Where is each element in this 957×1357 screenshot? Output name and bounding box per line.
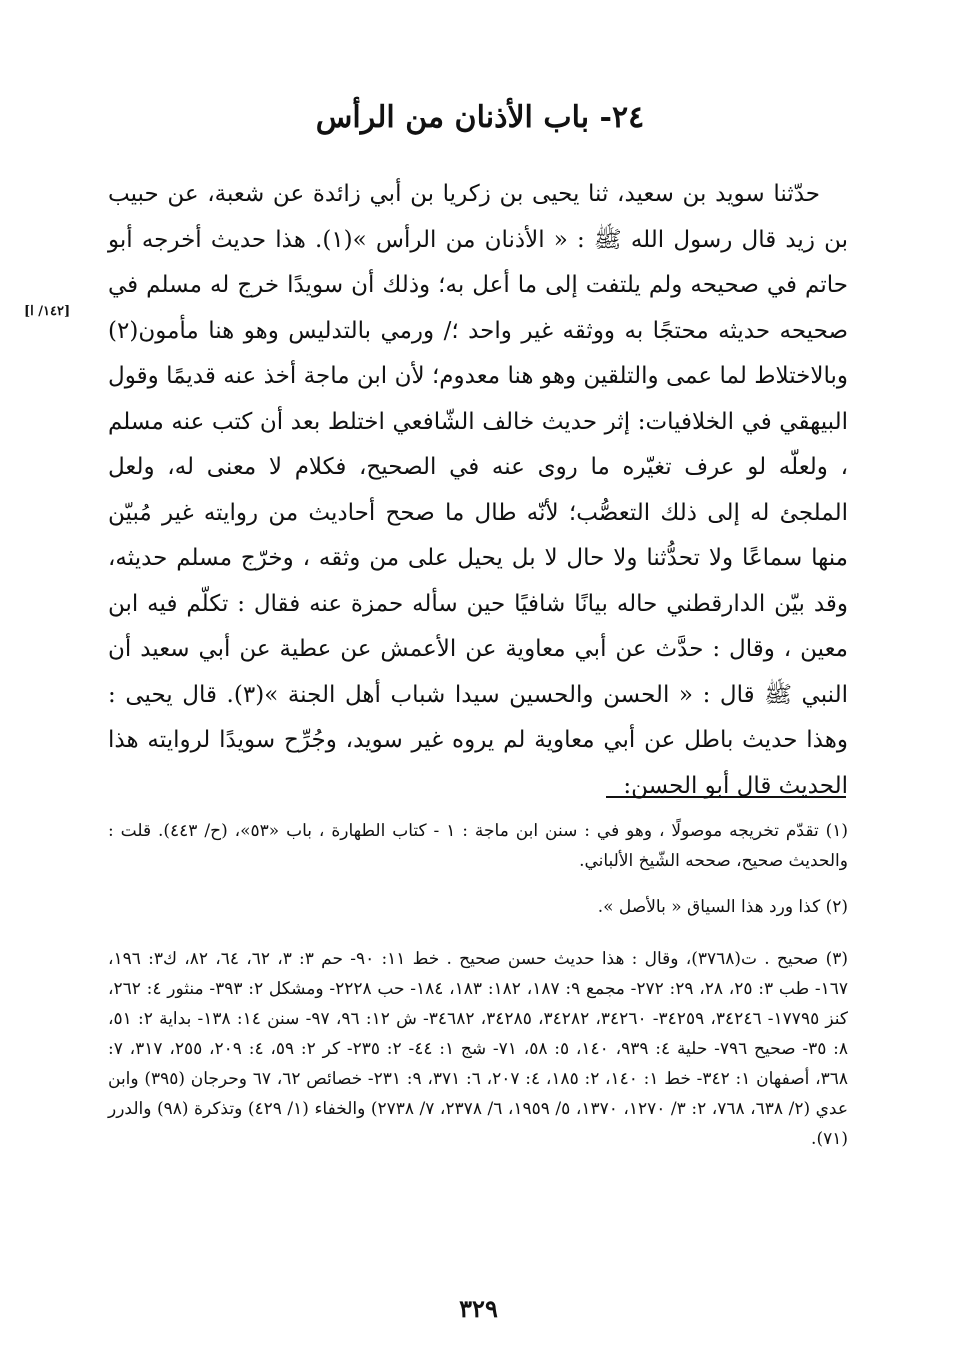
footnote-separator [606, 796, 846, 798]
footnote-2: (٢) كذا ورد هذا السياق « بالأصل ». [597, 897, 848, 917]
chapter-title: ٢٤- باب الأذنان من الرأس [315, 100, 645, 135]
manuscript-folio-reference: [١٤٢/ ا] [24, 304, 71, 319]
footnote-1: (١) تقدّم تخريجه موصولًا ، وهو في : سنن ابن ماجة : ١ - كتاب الطهارة ، باب «٥٣»، (ح/ ٤٤٣). قلت : والحديث صحيح، صححه الشّيخ الألباني. [108, 821, 849, 871]
footnote-3: (٣) صحيح . ت(٣٧٦٨)، وقال : هذا حديث حسن صحيح . خط ١١: ٩٠- حم ٣: ٣، ٦٢، ٦٤، ٨٢، ك٣: ١٩٦، ١٦٧- طب ٣: ٢٥، ٢٨، ٢٩: ٢٧٢- مجمع ٩: ١٨٧، ١٨٢: ١٨٣، ١٨٤- حب ٢٢٢٨- ومشكل ٢: ٣٩٣- منثور ٤: ٢٦٢، كنز ١٧٧٩٥- ٣٤٢٤٦، ٣٤٢٥٩- ٣٤٢٦٠، ٣٤٢٨٢، ٣٤٢٨٥، ٣٤٦٨٢- ش ١٢: ٩٦، ٩٧- سنن ١٤: ١٣٨- بداية ٢: ٥١، ٨: ٣٥- صحيح ٧٩٦- حلية ٤: ٩٣٩، ١٤٠، ٥: ٥٨، ٧١- شج ١: ٤٤- ٢: ٢٣٥- كر ٢: ٥٩، ٤: ٢٠٩، ٢٥٥، ٣١٧، ٧: ٣٦٨، أصفهان ١: ٣٤٢- خط ١: ١٤٠، ٢: ١٨٥، ٤: ٢٠٧، ٦: ٣٧١، ٩: ٢٣١- خصائص ٦٢، ٦٧ وحرجان (٣٩٥) وابن عدي (٢/ ٦٣٨، ٧٦٨، ٢: ٣/ ١٢٧٠، ١٣٧٠، ٥/ ١٩٥٩، ٦/ ٢٣٧٨، ٧/ ٢٧٣٨) والخفاء (١/ ٤٢٩) وتذكرة (٩٨) والدرر (٧١). [108, 949, 849, 1149]
footnotes-section [108, 816, 848, 1154]
page-number: ٣٢٩ [459, 1294, 498, 1323]
main-text [108, 172, 848, 809]
main-paragraph: حدّثنا سويد بن سعيد، ثنا يحيى بن زكريا بن أبي زائدة عن شعبة، عن حبيب بن زيد قال رسول الله ﷺ : « الأذنان من الرأس »(١). هذا حديث أخرجه أبو حاتم في صحيحه ولم يلتفت إلى ما أعل به؛ وذلك أن سويدًا خرج له مسلم في صحيحه حديثه محتجًا به ووثقه غير واحد ؛/ ورمي بالتدليس وهو هنا مأمون(٢) وبالاختلاط لما عمى والتلقين وهو هنا معدوم؛ لأن ابن ماجة أخذ عنه قديمًا وقول البيهقي في الخلافيات: إثر حديث خالف الشّافعي اختلط بعد أن كتب عنه مسلم ، ولعلّه لو عرف تغيّره ما روى عنه في الصحيح، فكلام لا معنى له، ولعل الملجئ له إلى ذلك التعصُّب؛ لأنّه طال ما صحح أحاديث من روايته غير مُبيّن منها سماعًا ولا تحدُّثنا ولا حال لا بل يحيل على من وثقه ، وخرّج مسلم حديثه، وقد بيّن الدارقطني حاله بيانًا شافيًا حين سأله حمزة عنه فقال : تكلّم فيه ابن معين ، وقال : حدَّث عن أبي معاوية عن الأعمش عن عطية عن أبي سعيد أن النبي ﷺ قال : « الحسن والحسين سيدا شباب أهل الجنة »(٣). قال يحيى : وهذا حديث باطل عن أبي معاوية لم يروه غير سويد، وجُرِّح سويدًا لروايته هذا الحديث قال أبو الحسن: [108, 181, 849, 799]
